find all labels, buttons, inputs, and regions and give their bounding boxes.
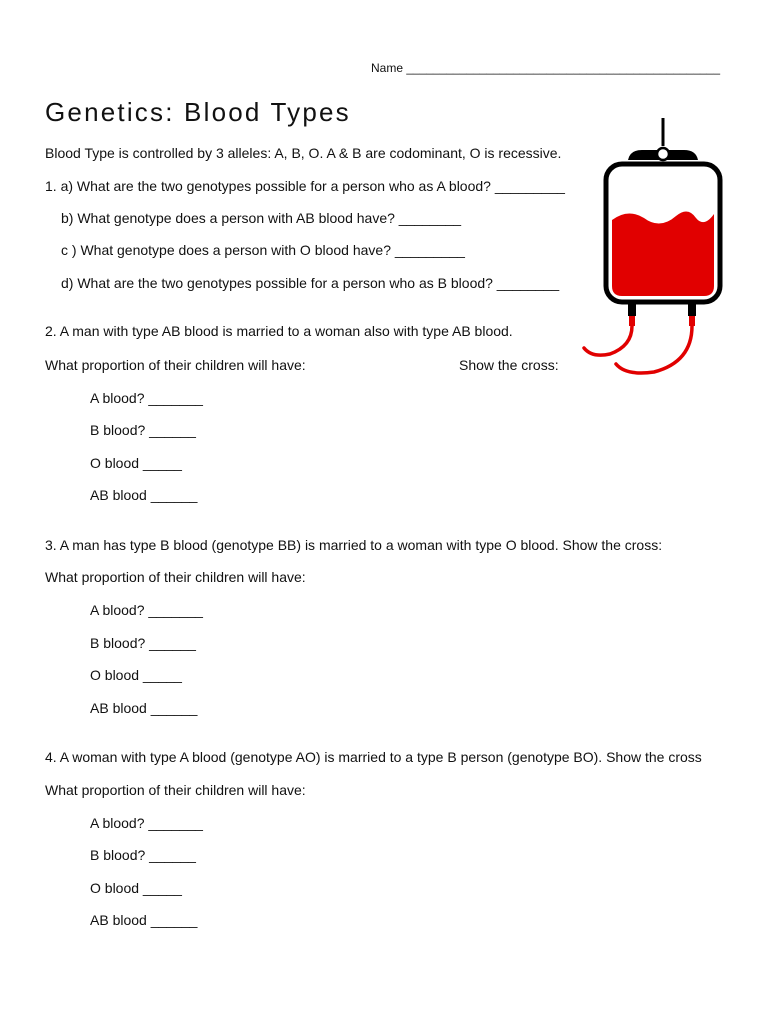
question-4-answer-b: B blood? ______: [90, 847, 196, 863]
tube-left: [584, 326, 632, 355]
bag-port-right: [688, 302, 696, 316]
question-1c: c ) What genotype does a person with O blood have? _________: [61, 242, 465, 258]
question-2-proportion: What proportion of their children will have:: [45, 357, 306, 373]
question-4-prompt: 4. A woman with type A blood (genotype AO) is married to a type B person (genotype BO). Show the cross: [45, 749, 702, 765]
question-2-answer-b: B blood? ______: [90, 422, 196, 438]
question-3-prompt: 3. A man has type B blood (genotype BB) is married to a woman with type O blood. Show the cross:: [45, 537, 663, 553]
question-1b: b) What genotype does a person with AB blood have? ________: [61, 210, 462, 226]
question-2-prompt: 2. A man with type AB blood is married to a woman also with type AB blood.: [45, 323, 513, 339]
question-3-proportion: What proportion of their children will have:: [45, 569, 306, 585]
question-2-show-cross: Show the cross:: [459, 357, 559, 373]
blood-bag-icon: [580, 118, 730, 380]
question-2-answer-a: A blood? _______: [90, 390, 203, 406]
question-2-answer-ab: AB blood ______: [90, 487, 198, 503]
tube-right: [616, 326, 692, 373]
question-4-answer-ab: AB blood ______: [90, 912, 198, 928]
question-3-answer-a: A blood? _______: [90, 602, 203, 618]
question-3-answer-b: B blood? ______: [90, 635, 196, 651]
name-field-label: Name _______________________________________________: [371, 61, 721, 75]
bag-hanger-ring: [657, 148, 669, 160]
question-3-answer-ab: AB blood ______: [90, 700, 198, 716]
page-title: Genetics: Blood Types: [45, 97, 351, 127]
question-1a: 1. a) What are the two genotypes possible for a person who as A blood? _________: [45, 178, 565, 194]
question-2-answer-o: O blood _____: [90, 455, 182, 471]
blood-fill: [612, 211, 714, 296]
question-3-answer-o: O blood _____: [90, 667, 182, 683]
intro-text: Blood Type is controlled by 3 alleles: A, B, O. A & B are codominant, O is recessive.: [45, 145, 562, 161]
question-1d: d) What are the two genotypes possible for a person who as B blood? ________: [61, 275, 560, 291]
bag-port-left: [628, 302, 636, 316]
question-4-proportion: What proportion of their children will have:: [45, 782, 306, 798]
question-4-answer-a: A blood? _______: [90, 815, 203, 831]
question-4-answer-o: O blood _____: [90, 880, 182, 896]
